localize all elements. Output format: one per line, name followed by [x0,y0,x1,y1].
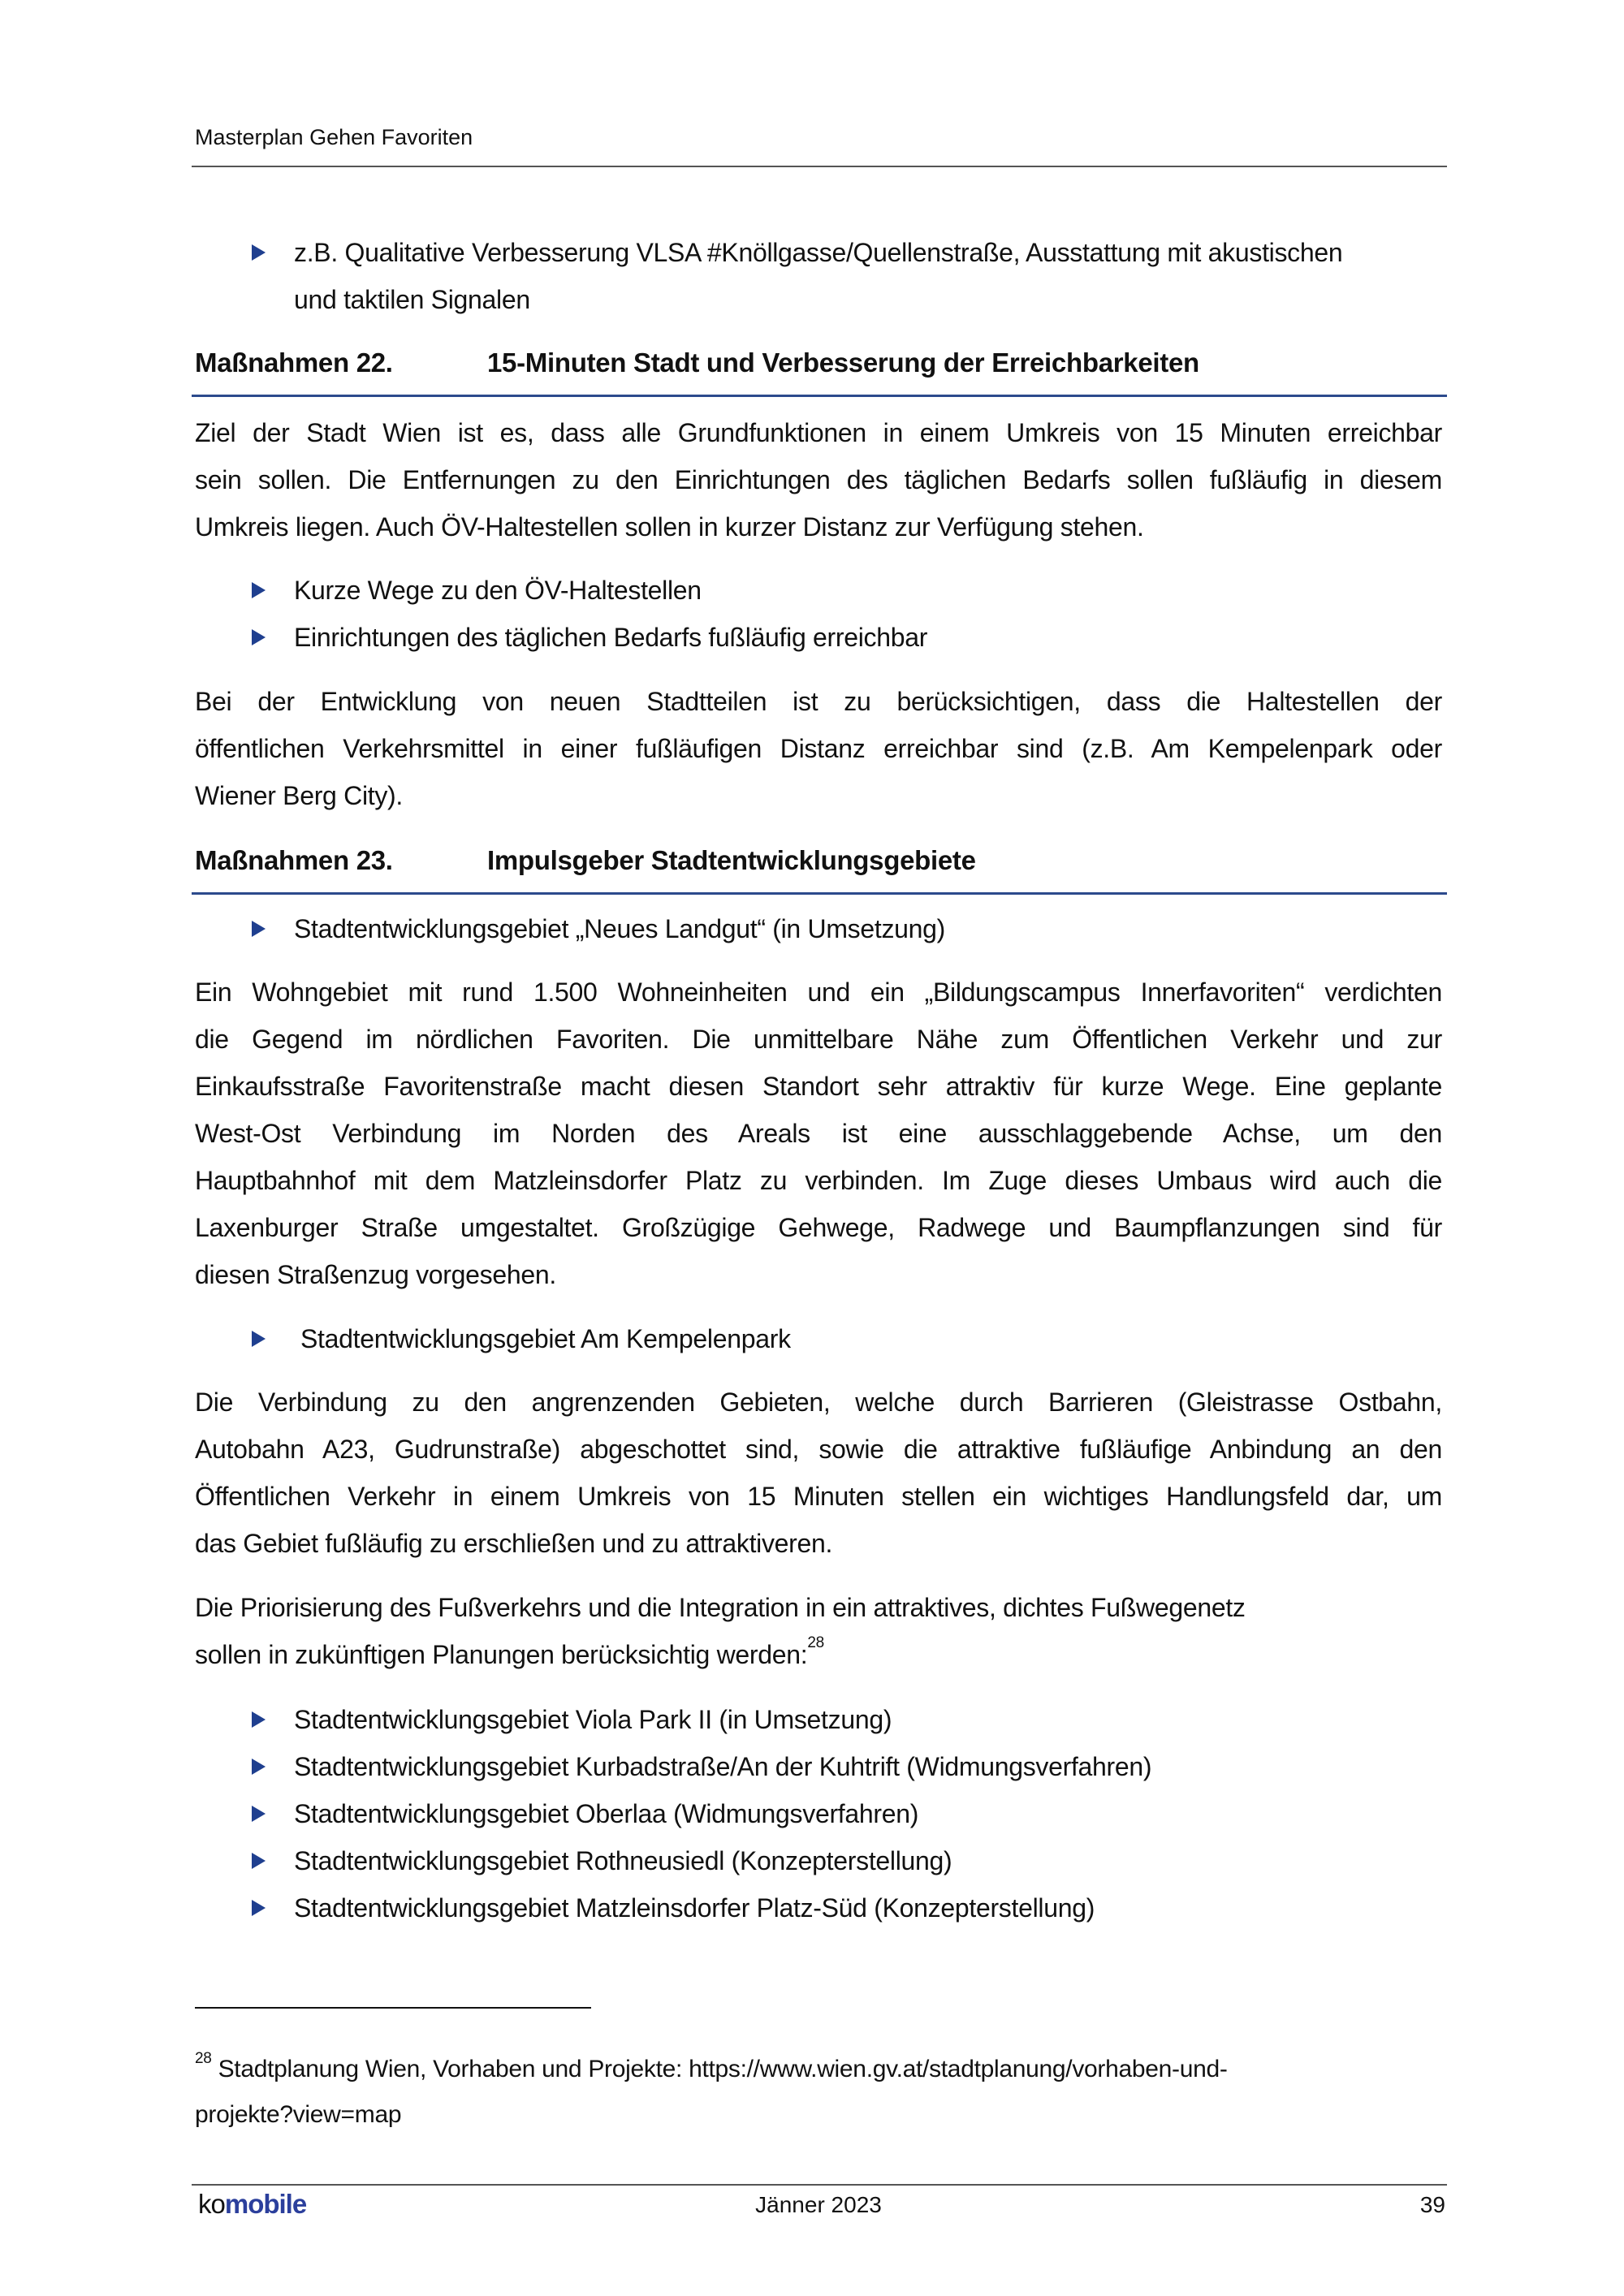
paragraph [195,1379,1442,1567]
list-item-text: Kurze Wege zu den ÖV-Haltestellen [294,576,702,605]
footnote-reference[interactable]: 28 [807,1634,824,1651]
text-line: sollen in zukünftigen Planungen berücksichtig werden: [195,1640,808,1669]
text-line: Wiener Berg City). [195,781,403,810]
bullet-list [195,905,1442,952]
section-number: Maßnahmen 22. [195,347,393,378]
logo-ko: ko [198,2189,225,2219]
list-item-text: Stadtentwicklungsgebiet Oberlaa (Widmungsverfahren) [294,1799,919,1828]
text-line: Ein Wohngebiet mit rund 1.500 Wohneinheiten und ein „Bildungscampus Innerfavoriten“ verdichten [195,978,1442,1007]
bullet-list [195,1696,1442,1931]
list-item [195,614,1442,661]
footnote-number: 28 [195,2050,212,2067]
triangle-bullet-icon [252,1759,266,1775]
paragraph [195,678,1442,819]
list-item [195,1743,1442,1790]
list-item [195,567,1442,614]
list-item [195,1315,1442,1362]
text-line: Die Verbindung zu den angrenzenden Gebieten, welche durch Barrieren (Gleistrasse Ostbahn, [195,1388,1442,1417]
list-item-text: Stadtentwicklungsgebiet Rothneusiedl (Konzepterstellung) [294,1846,952,1875]
triangle-bullet-icon [252,1806,266,1822]
triangle-bullet-icon [252,1331,266,1347]
section-number: Maßnahmen 23. [195,845,393,875]
list-item-text: Stadtentwicklungsgebiet „Neues Landgut“ (in Umsetzung) [294,914,946,943]
text-line: Laxenburger Straße umgestaltet. Großzügige Gehwege, Radwege und Baumpflanzungen sind für [195,1213,1442,1242]
section-heading-23 [195,837,976,884]
text-line: öffentlichen Verkehrsmittel in einer fußläufigen Distanz erreichbar sind (z.B. Am Kempelenpark oder [195,734,1442,763]
footer-date: Jänner 2023 [755,2192,882,2217]
footnote-text: Stadtplanung Wien, Vorhaben und Projekte: https://www.wien.gv.at/stadtplanung/vorhaben-und- [218,2056,1228,2082]
list-item [195,1790,1442,1837]
text-line: West-Ost Verbindung im Norden des Areals ist eine ausschlaggebende Achse, um den [195,1119,1442,1148]
footnote-text: projekte?view=map [195,2101,402,2128]
triangle-bullet-icon [252,582,266,598]
list-item-text: Einrichtungen des täglichen Bedarfs fußläufig erreichbar [294,623,928,652]
triangle-bullet-icon [252,244,266,261]
footer-divider [192,2184,1447,2186]
heading-underline [192,892,1447,895]
page-number: 39 [1419,2192,1445,2217]
text-line: Umkreis liegen. Auch ÖV-Haltestellen sollen in kurzer Distanz zur Verfügung stehen. [195,512,1144,542]
list-item-line: z.B. Qualitative Verbesserung VLSA #Knöllgasse/Quellenstraße, Ausstattung mit akustischen [294,238,1343,267]
list-item [195,229,1442,323]
bullet-list [195,1315,1442,1362]
text-line: Ziel der Stadt Wien ist es, dass alle Grundfunktionen in einem Umkreis von 15 Minuten erreichbar [195,418,1442,447]
text-line: Einkaufsstraße Favoritenstraße macht diesen Standort sehr attraktiv für kurze Wege. Eine geplante [195,1072,1442,1101]
list-item [195,1884,1442,1931]
list-item [195,905,1442,952]
running-header: Masterplan Gehen Favoriten [195,125,473,149]
text-line: Öffentlichen Verkehr in einem Umkreis von 15 Minuten stellen ein wichtiges Handlungsfeld dar, um [195,1482,1442,1511]
text-line: Die Priorisierung des Fußverkehrs und die Integration in ein attraktives, dichtes Fußwegenetz [195,1593,1246,1622]
list-item [195,1696,1442,1743]
triangle-bullet-icon [252,629,266,645]
text-line: Bei der Entwicklung von neuen Stadtteilen ist zu berücksichtigen, dass die Haltestellen der [195,687,1442,716]
text-line: das Gebiet fußläufig zu erschließen und zu attraktiveren. [195,1529,833,1558]
text-line: Hauptbahnhof mit dem Matzleinsdorfer Platz zu verbinden. Im Zuge dieses Umbaus wird auch die [195,1166,1442,1195]
triangle-bullet-icon [252,1853,266,1869]
paragraph [195,1584,1442,1678]
triangle-bullet-icon [252,1900,266,1916]
list-item [195,1837,1442,1884]
list-item-text: Stadtentwicklungsgebiet Viola Park II (in Umsetzung) [294,1705,892,1734]
section-title: 15-Minuten Stadt und Verbesserung der Erreichbarkeiten [487,347,1199,378]
triangle-bullet-icon [252,1711,266,1728]
logo-mobile: mobile [224,2189,307,2219]
section-heading-22 [195,339,1199,386]
list-item-text: Stadtentwicklungsgebiet Am Kempelenpark [300,1324,791,1353]
paragraph [195,969,1442,1298]
paragraph [195,409,1442,550]
list-item-text: Stadtentwicklungsgebiet Kurbadstraße/An der Kuhtrift (Widmungsverfahren) [294,1752,1152,1781]
text-line: Autobahn A23, Gudrunstraße) abgeschottet sind, sowie die attraktive fußläufige Anbindung an den [195,1435,1442,1464]
bullet-list [195,567,1442,661]
bullet-list-top [195,229,1442,323]
header-divider [192,166,1447,167]
section-title: Impulsgeber Stadtentwicklungsgebiete [487,845,976,875]
list-item-text: Stadtentwicklungsgebiet Matzleinsdorfer Platz-Süd (Konzepterstellung) [294,1893,1095,1923]
list-item-line: und taktilen Signalen [294,285,530,314]
text-line: sein sollen. Die Entfernungen zu den Einrichtungen des täglichen Bedarfs sollen fußläufig in diesem [195,465,1442,494]
text-line: diesen Straßenzug vorgesehen. [195,1260,556,1289]
footnote [195,2047,1445,2138]
text-line: die Gegend im nördlichen Favoriten. Die unmittelbare Nähe zum Öffentlichen Verkehr und zur [195,1025,1442,1054]
footnote-separator [195,2007,591,2009]
triangle-bullet-icon [252,921,266,937]
heading-underline [192,395,1447,397]
